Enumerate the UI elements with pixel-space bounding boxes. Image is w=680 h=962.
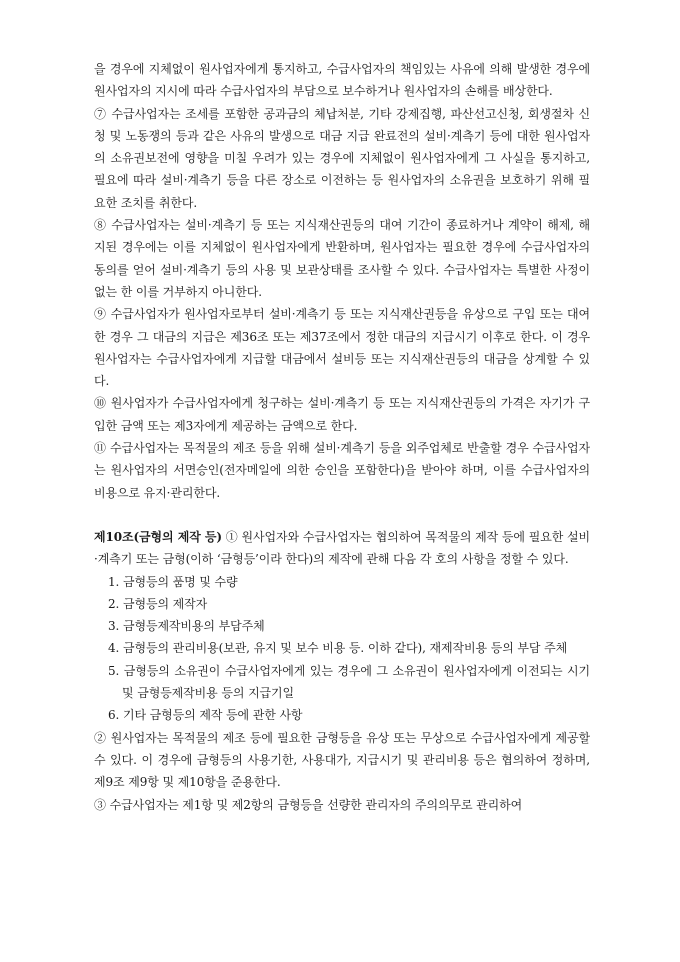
section-spacer — [94, 504, 590, 526]
paragraph-8: ⑧ 수급사업자는 설비·계측기 등 또는 지식재산권등의 대여 기간이 종료하거나 계약이 해제, 해지된 경우에는 이를 지체없이 원사업자에게 반환하며, 원사업자는 필요한 경우에 수급사업자의 동의를 얻어 설비·계측기 등의 사용 및 보관상태를 조사할 수 있다. 수급사업자는 특별한 사정이 없는 한 이를 거부하지 아니한다. — [94, 218, 590, 299]
list-item: 6. 기타 금형등의 제작 등에 관한 사항 — [108, 708, 303, 723]
article-intro: ① 원사업자와 수급사업자는 협의하여 목적물의 제작 등에 필요한 설비·계측기 또는 금형(이하 ‘금형등’이라 한다)의 제작에 관해 다음 각 호의 사항을 정할 수 있다. — [94, 529, 590, 567]
article-title: 제10조(금형의 제작 등) — [94, 529, 222, 544]
list-item: 4. 금형등의 관리비용(보관, 유지 및 보수 비용 등. 이하 같다), 재제작비용 등의 부담 주체 — [108, 641, 568, 656]
paragraph-11: ⑪ 수급사업자는 목적물의 제조 등을 위해 설비·계측기 등을 외주업체로 반출할 경우 수급사업자는 원사업자의 서면승인(전자메일에 의한 승인을 포함한다)을 받아야 하며, 이를 수급사업자의 비용으로 유지·관리한다. — [94, 441, 590, 500]
list-item: 5. 금형등의 소유권이 수급사업자에게 있는 경우에 그 소유권이 원사업자에게 이전되는 시기 및 금형등제작비용 등의 지급기일 — [108, 663, 590, 701]
paragraph-6-continuation: 을 경우에 지체없이 원사업자에게 통지하고, 수급사업자의 책임있는 사유에 의해 발생한 경우에 원사업자의 지시에 따라 수급사업자의 부담으로 보수하거나 원사업자의 손해를 배상한다. — [94, 62, 590, 99]
article-10-heading — [94, 526, 590, 571]
paragraph-7: ⑦ 수급사업자는 조세를 포함한 공과금의 체납처분, 기타 강제집행, 파산선고신청, 회생절차 신청 및 노동쟁의 등과 같은 사유의 발생으로 대금 지급 완료전의 설비·계측기 등에 대한 원사업자의 소유권보전에 영향을 미칠 우려가 있는 경우에 지체없이 원사업자에게 그 사실을 통지하고, 필요에 따라 설비·계측기 등을 다른 장소로 이전하는 등 원사업자의 소유권을 보호하기 위해 필요한 조치를 취한다. — [94, 106, 590, 210]
paragraph-10: ⑩ 원사업자가 수급사업자에게 청구하는 설비·계측기 등 또는 지식재산권등의 가격은 자기가 구입한 금액 또는 제3자에게 제공하는 금액으로 한다. — [94, 396, 590, 433]
article-item-list — [94, 571, 590, 727]
list-item: 3. 금형등제작비용의 부담주체 — [108, 619, 265, 634]
paragraph-9: ⑨ 수급사업자가 원사업자로부터 설비·계측기 등 또는 지식재산권등을 유상으로 구입 또는 대여한 경우 그 대금의 지급은 제36조 또는 제37조에서 정한 대금의 지급시기 이후로 한다. 이 경우 원사업자는 수급사업자에게 지급할 대금에서 설비등 또는 지식재산권등의 대금을 상계할 수 있다. — [94, 307, 590, 389]
document-page — [94, 58, 590, 816]
list-item: 2. 금형등의 제작자 — [108, 596, 208, 611]
article-10-paragraph-2: ② 원사업자는 목적물의 제조 등에 필요한 금형등을 유상 또는 무상으로 수급사업자에게 제공할 수 있다. 이 경우에 금형등의 사용기한, 사용대가, 지급시기 및 관리비용 등은 협의하여 정하며, 제9조 제9항 및 제10항을 준용한다. — [94, 730, 590, 790]
article-10-paragraph-3: ③ 수급사업자는 제1항 및 제2항의 금형등을 선량한 관리자의 주의의무로 관리하여 — [94, 797, 523, 812]
list-item: 1. 금형등의 품명 및 수량 — [108, 574, 238, 589]
